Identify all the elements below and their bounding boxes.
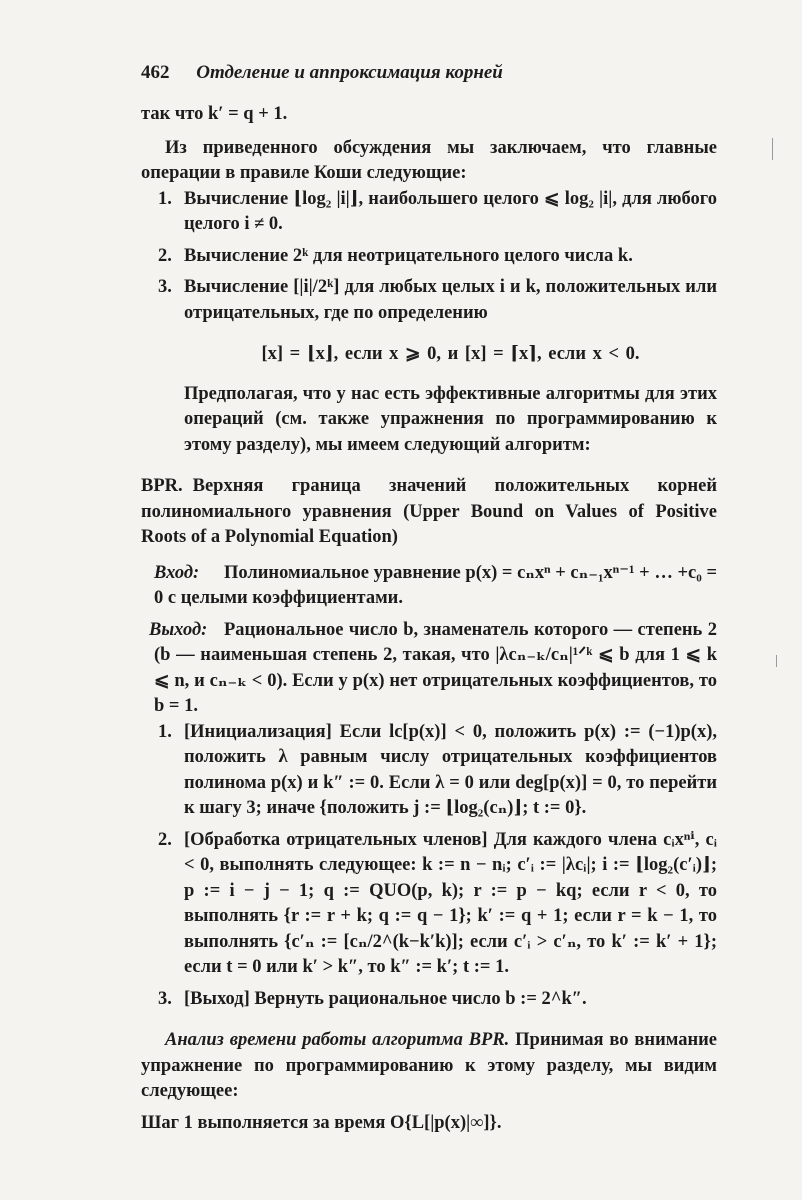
margin-mark <box>776 655 777 667</box>
item-text: Вычисление 2ᵏ для неотрицательного целого числа k. <box>184 245 633 266</box>
item-number: 3. <box>158 277 172 297</box>
algorithm-step <box>141 828 717 981</box>
page-body <box>141 102 717 1136</box>
running-title: Отделение и аппроксимация корней <box>196 62 503 83</box>
input-text: Полиномиальное уравнение p(x) = cₙxⁿ + cₙ₋₁xⁿ⁻¹ + … +c₀ = 0 с целыми коэффициентами. <box>154 562 717 608</box>
analysis-title: Анализ времени работы алгоритма BPR. <box>165 1030 510 1050</box>
output-text: Рациональное число b, знаменатель которого — степень 2 (b — наименьшая степень 2, такая, что |λcₙ₋ₖ/cₙ|¹ᐟᵏ ⩽ b для 1 ⩽ k ⩽ n, и cₙ₋ₖ < 0). Если у p(x) нет отрицательных коэффициентов, то b = 1. <box>154 619 717 716</box>
step-number: 3. <box>158 988 172 1009</box>
analysis-text: Принимая во внимание упражнение по программированию к этому разделу, мы видим следующее: <box>141 1030 717 1101</box>
list-item <box>141 275 717 326</box>
running-header <box>141 62 503 84</box>
margin-mark <box>772 138 773 160</box>
analysis-paragraph <box>141 1028 717 1105</box>
item-number: 2. <box>158 245 172 266</box>
algorithm-heading <box>141 474 717 551</box>
step-text: [Обработка отрицательных членов] Для каждого члена cᵢxⁿⁱ, cᵢ < 0, выполнять следующее: k := n − nᵢ; c′ᵢ := |λcᵢ|; i := ⌊log₂(c′ᵢ)⌋; p := i − j − 1; q := QUO(p, k); r := p − kq; если r < 0, то выполнять {r := r + k; q := q − 1}; k′ := q + 1; если r = k − 1, то выполнять {c′ₙ := [cₙ/2^(k−k′k)]; если c′ᵢ > c′ₙ, то k′ := k′ + 1}; если t = 0 или k′ > k″, то k″ := k′; t := 1. <box>184 829 717 977</box>
input-label: Вход: <box>154 562 200 583</box>
definition-formula: [x] = ⌊x⌋, если x ⩾ 0, и [x] = ⌈x⌉, если x < 0. <box>261 344 640 364</box>
list-item <box>141 244 717 270</box>
paragraph: Из приведенного обсуждения мы заключаем, что главные операции в правиле Коши следующие: <box>141 137 717 183</box>
step-text: [Выход] Вернуть рациональное число b := 2^k″. <box>184 988 587 1009</box>
algorithm-title: Верхняя граница значений положительных корней полиномиального уравнения (Upper Bound on Values of Positive Roots of a Polynomial Equation) <box>141 476 717 547</box>
operations-list <box>141 187 717 327</box>
step-number: 2. <box>158 829 172 850</box>
algorithm-step <box>141 987 717 1013</box>
algorithm-steps <box>141 720 717 1013</box>
page-number: 462 <box>141 62 170 83</box>
algorithm-step <box>141 720 717 822</box>
output-label: Выход: <box>149 619 208 640</box>
step-number: 1. <box>158 721 172 742</box>
last-line: Шаг 1 выполняется за время O{L[|p(x)|∞]}. <box>141 1112 502 1133</box>
paragraph: Предполагая, что у нас есть эффективные алгоритмы для этих операций (см. также упражнения по программированию к этому разделу), мы имеем следующий алгоритм: <box>184 383 717 455</box>
algorithm-input <box>141 561 717 612</box>
item-text: Вычисление [|i|/2ᵏ] для любых целых i и k, положительных или отрицательных, где по определению <box>184 277 717 323</box>
item-text: Вычисление ⌊log₂ |i|⌋, наибольшего целого ⩽ log₂ |i|, для любого целого i ≠ 0. <box>184 188 717 234</box>
algorithm-output <box>141 618 717 720</box>
step-text: [Инициализация] Если lc[p(x)] < 0, положить p(x) := (−1)p(x), положить λ равным числу отрицательных коэффициентов полинома p(x) и k″ := 0. Если λ = 0 или deg[p(x)] = 0, то перейти к шагу 3; иначе {положить j := ⌊log₂(cₙ)⌋; t := 0}. <box>184 721 717 818</box>
algorithm-name: BPR. <box>141 476 183 496</box>
list-item <box>141 187 717 238</box>
item-number: 1. <box>158 188 172 209</box>
intro-line: так что k′ = q + 1. <box>141 104 288 124</box>
